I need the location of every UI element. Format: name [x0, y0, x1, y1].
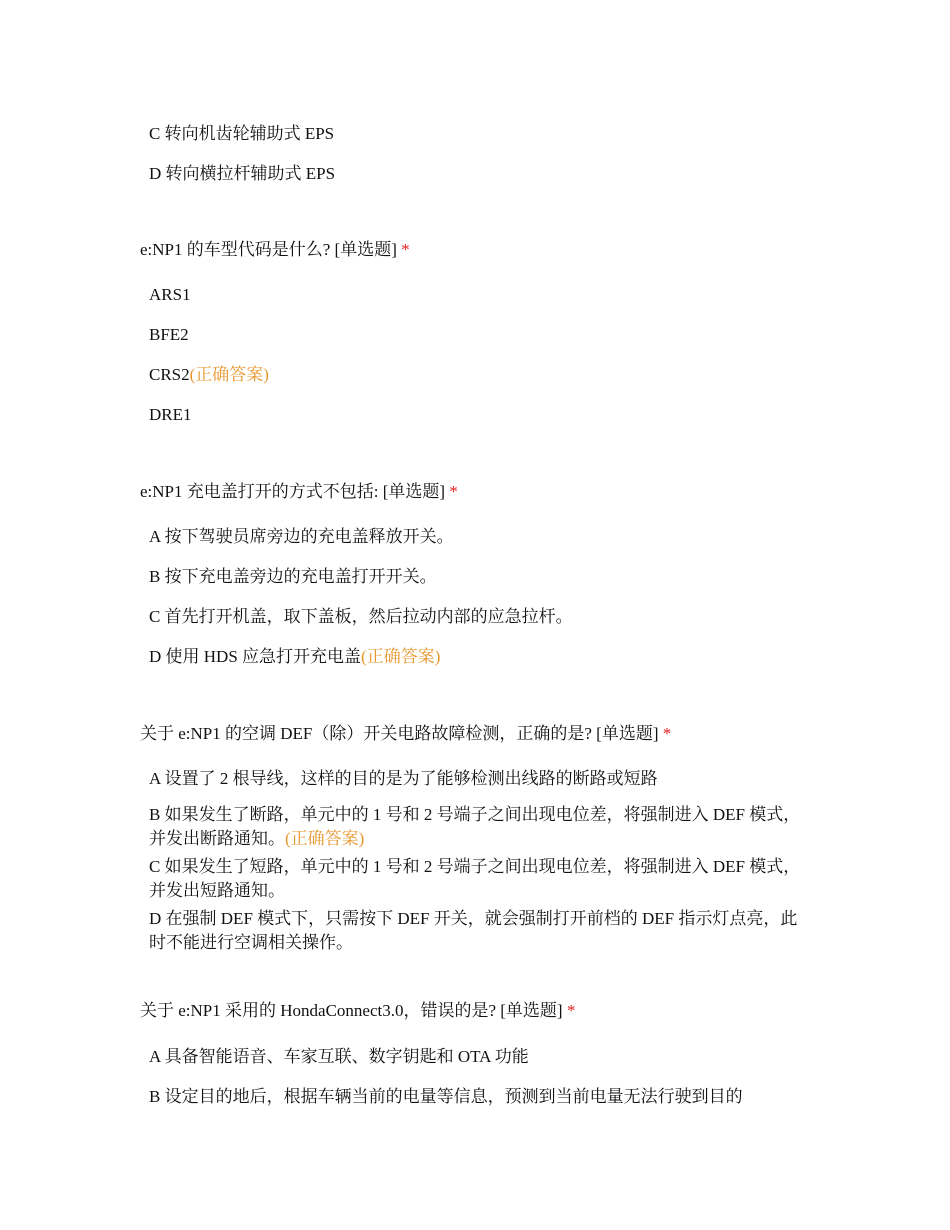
correct-answer-mark: (正确答案): [189, 365, 269, 384]
required-mark: *: [566, 1001, 576, 1020]
q0-option-c[interactable]: C 转向机齿轮辅助式 EPS: [149, 124, 335, 143]
q4-option-b[interactable]: B 设定目的地后，根据车辆当前的电量等信息，预测到当前电量无法行驶到目的: [149, 1087, 743, 1106]
q1-option-a[interactable]: ARS1: [149, 285, 191, 304]
q0-option-d[interactable]: D 转向横拉杆辅助式 EPS: [149, 164, 336, 183]
q3-title: 关于 e:NP1 的空调 DEF（除）开关电路故障检测，正确的是? [单选题] *: [140, 724, 672, 743]
q1-option-b[interactable]: BFE2: [149, 325, 189, 344]
q0-options: [149, 124, 809, 204]
q1-option-c[interactable]: CRS2(正确答案): [149, 365, 269, 384]
q2-option-c[interactable]: C 首先打开机盖，取下盖板，然后拉动内部的应急拉杆。: [149, 607, 573, 626]
q3-option-a[interactable]: A 设置了 2 根导线，这样的目的是为了能够检测出线路的断路或短路: [149, 769, 658, 788]
q2-options: [149, 527, 809, 687]
q2-title: e:NP1 充电盖打开的方式不包括: [单选题] *: [140, 482, 458, 501]
required-mark: *: [449, 482, 458, 501]
q3-option-b[interactable]: B 如果发生了断路，单元中的 1 号和 2 号端子之间出现电位差，将强制进入 DEF 模式，并发出断路通知。(正确答案): [149, 805, 801, 848]
q1-title: e:NP1 的车型代码是什么? [单选题] *: [140, 240, 410, 259]
q2-option-b[interactable]: B 按下充电盖旁边的充电盖打开开关。: [149, 567, 437, 586]
q3-option-c[interactable]: C 如果发生了短路，单元中的 1 号和 2 号端子之间出现电位差，将强制进入 DEF 模式，并发出短路通知。: [149, 857, 801, 900]
required-mark: *: [401, 240, 410, 259]
correct-answer-mark: (正确答案): [361, 647, 441, 666]
correct-answer-mark: (正确答案): [285, 829, 365, 848]
required-mark: *: [662, 724, 672, 743]
q1-option-d[interactable]: DRE1: [149, 405, 192, 424]
q4-title: 关于 e:NP1 采用的 HondaConnect3.0，错误的是? [单选题] *: [140, 1001, 576, 1020]
q2-option-d[interactable]: D 使用 HDS 应急打开充电盖(正确答案): [149, 647, 441, 666]
q2-option-a[interactable]: A 按下驾驶员席旁边的充电盖释放开关。: [149, 527, 454, 546]
q1-options: [149, 285, 809, 445]
q3-option-d[interactable]: D 在强制 DEF 模式下，只需按下 DEF 开关，就会强制打开前档的 DEF 指示灯点亮，此时不能进行空调相关操作。: [149, 909, 798, 952]
q3-options: [149, 769, 809, 959]
q4-options: [149, 1047, 809, 1127]
q4-option-a[interactable]: A 具备智能语音、车家互联、数字钥匙和 OTA 功能: [149, 1047, 529, 1066]
